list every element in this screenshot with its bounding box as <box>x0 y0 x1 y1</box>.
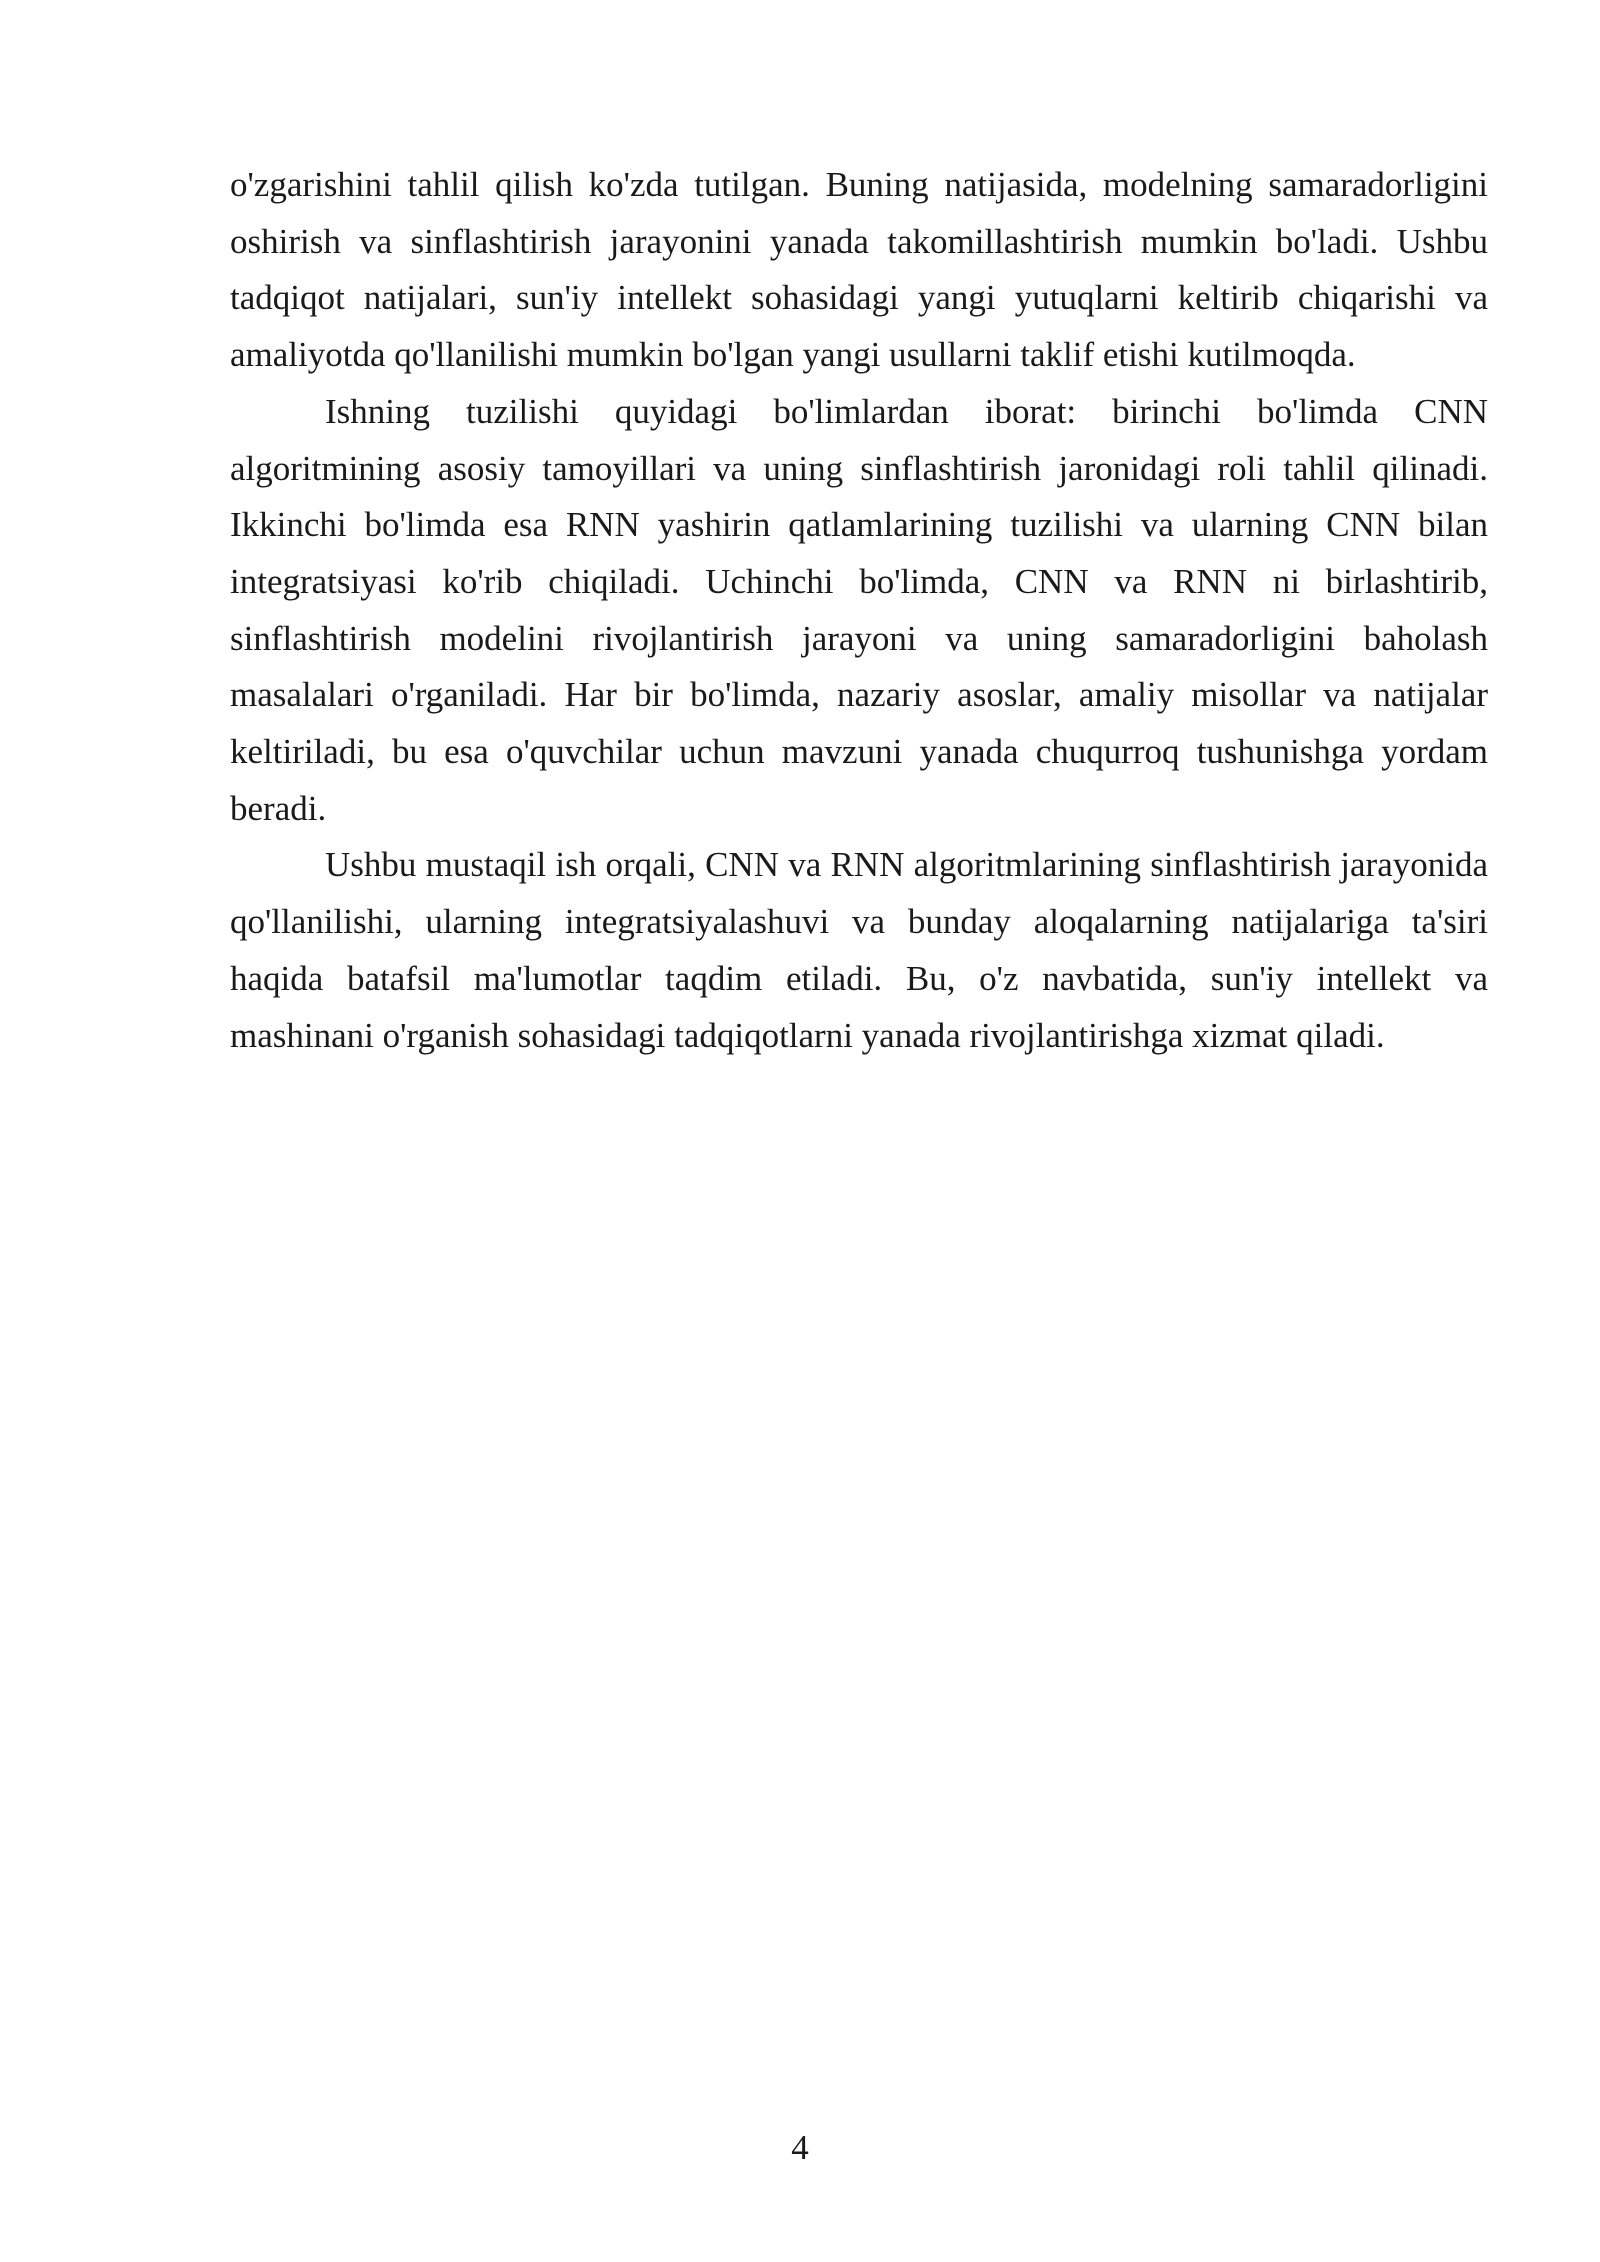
body-text <box>230 157 1488 1064</box>
paragraph-structure: Ishning tuzilishi quyidagi bo'limlardan iborat: birinchi bo'limda CNN algoritmining asosiy tamoyillari va uning sinflashtirish jaronidagi roli tahlil qilinadi. Ikkinchi bo'limda esa RNN yashirin qatlamlarining tuzilishi va ularning CNN bilan integratsiyasi ko'rib chiqiladi. Uchinchi bo'limda, CNN va RNN ni birlashtirib, sinflashtirish modelini rivojlantirish jarayoni va uning samaradorligini baholash masalalari o'rganiladi. Har bir bo'limda, nazariy asoslar, amaliy misollar va natijalar keltiriladi, bu esa o'quvchilar uchun mavzuni yanada chuqurroq tushunishga yordam beradi. <box>230 391 1488 828</box>
page-number: 4 <box>791 2128 809 2167</box>
paragraph-continuation: o'zgarishini tahlil qilish ko'zda tutilgan. Buning natijasida, modelning samaradorligini oshirish va sinflashtirish jarayonini yanada takomillashtirish mumkin bo'ladi. Ushbu tadqiqot natijalari, sun'iy intellekt sohasidagi yangi yutuqlarni keltirib chiqarishi va amaliyotda qo'llanilishi mumkin bo'lgan yangi usullarni taklif etishi kutilmoqda. <box>230 165 1488 375</box>
paragraph-summary: Ushbu mustaqil ish orqali, CNN va RNN algoritmlarining sinflashtirish jarayonida qo'llanilishi, ularning integratsiyalashuvi va bunday aloqalarning natijalariga ta'siri haqida batafsil ma'lumotlar taqdim etiladi. Bu, o'z navbatida, sun'iy intellekt va mashinani o'rganish sohasidagi tadqiqotlarni yanada rivojlantirishga xizmat qiladi. <box>230 845 1488 1055</box>
